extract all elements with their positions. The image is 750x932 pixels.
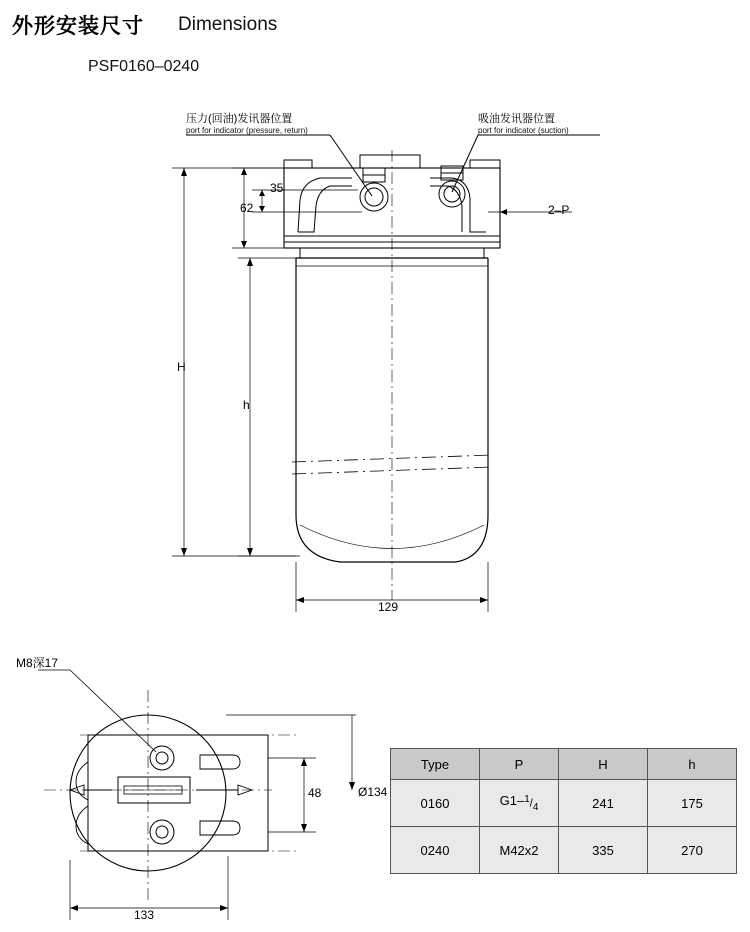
callout-pressure-port-en: port for indicator (pressure, return) bbox=[186, 126, 308, 135]
cell-type-0240: 0240 bbox=[391, 827, 480, 874]
cell-h-0240: 335 bbox=[559, 827, 648, 874]
dimension-2p: 2–P bbox=[548, 203, 570, 217]
dimension-129: 129 bbox=[378, 600, 399, 614]
table-row bbox=[391, 780, 737, 827]
cell-type-0160: 0160 bbox=[391, 780, 480, 827]
dimension-133: 133 bbox=[134, 908, 155, 922]
model-number: PSF0160–0240 bbox=[88, 58, 200, 75]
callout-pressure-port-cn: 压力(回油)发讯器位置 bbox=[186, 113, 293, 125]
dimension-48: 48 bbox=[308, 786, 322, 800]
dimension-diameter-134: Ø134 bbox=[358, 785, 388, 799]
table-header-type: Type bbox=[391, 749, 480, 780]
fraction-numerator: 1 bbox=[524, 794, 530, 806]
table-header-hh: h bbox=[648, 749, 737, 780]
table-header-row bbox=[391, 749, 737, 780]
dimension-h: h bbox=[243, 398, 250, 412]
page-title-cn: 外形安装尺寸 bbox=[12, 15, 144, 38]
table-header-h: H bbox=[559, 749, 648, 780]
dimension-62: 62 bbox=[240, 201, 254, 215]
page-title-en: Dimensions bbox=[178, 14, 278, 35]
cell-h-0160: 241 bbox=[559, 780, 648, 827]
callout-suction-port-cn: 吸油发讯器位置 bbox=[478, 113, 555, 125]
cell-p-0160-main: G1– bbox=[499, 792, 525, 808]
callout-thread-depth: M8深17 bbox=[16, 656, 59, 670]
cell-hh-0240: 270 bbox=[648, 827, 737, 874]
cell-p-0160 bbox=[480, 780, 559, 827]
cell-p-0240: M42x2 bbox=[480, 827, 559, 874]
specification-table bbox=[390, 748, 737, 874]
dimension-H: H bbox=[177, 360, 186, 374]
callout-suction-port-en: port for indicator (suction) bbox=[478, 126, 569, 135]
table-row bbox=[391, 827, 737, 874]
table-header-p: P bbox=[480, 749, 559, 780]
fraction-denominator: 4 bbox=[532, 802, 539, 814]
cell-hh-0160: 175 bbox=[648, 780, 737, 827]
cell-p-0160-fraction: $^1/_4$ bbox=[524, 794, 539, 814]
dimension-35: 35 bbox=[270, 181, 284, 195]
